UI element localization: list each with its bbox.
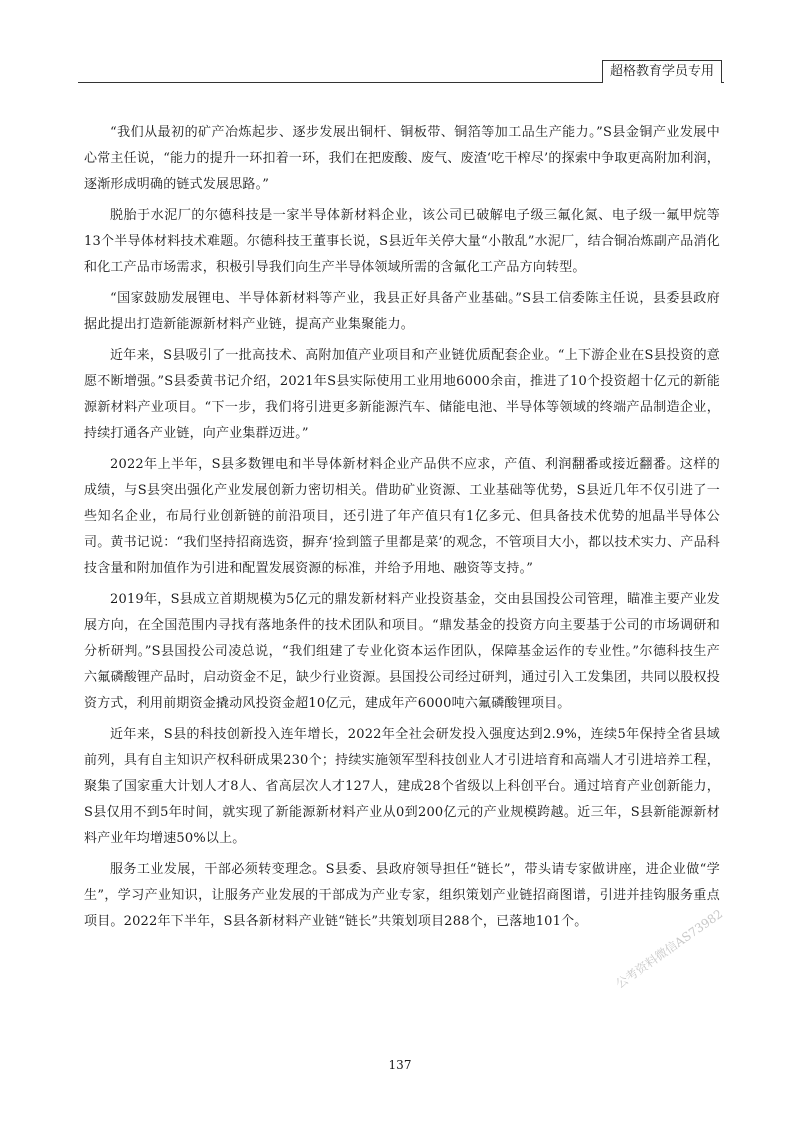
paragraph-7: 近年来，S县的科技创新投入连年增长，2022年全社会研发投入强度达到2.9%，连续5年保持全省县域前列，具有自主知识产权科研成果230个；持续实施领军型科技创业人才引进培育和高端人才引进培养工程，聚集了国家重大计划人才8人、省高层次人才127人，建成28个省级以上科创平台。通过培育产业创新能力，S县仅用不到5年时间，就实现了新能源新材料产业从0到200亿元的产业规模跨越。近三年，S县新能源新材料产业年均增速50%以上。 [84, 727, 720, 846]
paragraph-3: “国家鼓励发展锂电、半导体新材料等产业，我县正好具备产业基础。”S县工信委陈主任说，县委县政府据此提出打造新能源新材料产业链，提高产业集聚能力。 [84, 291, 720, 332]
watermark-text: 公考资料微信AS73982 [613, 906, 726, 992]
paragraph-1: “我们从最初的矿产冶炼起步、逐步发展出铜杆、铜板带、铜箔等加工品生产能力。”S县金铜产业发展中心常主任说，“能力的提升一环扣着一环，我们在把废酸、废气、废渣‘吃干榨尽’的探索中争取更高附加利润，逐渐形成明确的链式发展思路。” [84, 125, 720, 192]
page-number: 137 [388, 1058, 412, 1072]
paragraph-4: 近年来，S县吸引了一批高技术、高附加值产业项目和产业链优质配套企业。“上下游企业在S县投资的意愿不断增强。”S县委黄书记介绍，2021年S县实际使用工业用地6000余亩，推进了10个投资超十亿元的新能源新材料产业项目。“下一步，我们将引进更多新能源汽车、储能电池、半导体等领域的终端产品制造企业，持续打通各产业链，向产业集群迈进。” [84, 348, 720, 441]
article-body [84, 120, 720, 940]
paragraph-2: 脱胎于水泥厂的尔德科技是一家半导体新材料企业，该公司已破解电子级三氟化氮、电子级一氟甲烷等13个半导体材料技术难题。尔德科技王董事长说，S县近年关停大量“小散乱”水泥厂，结合铜冶炼副产品消化和化工产品市场需求，积极引导我们向生产半导体领域所需的含氟化工产品方向转型。 [84, 208, 720, 275]
usage-badge: 超格教育学员专用 [602, 60, 722, 83]
paragraph-6: 2019年，S县成立首期规模为5亿元的鼎发新材料产业投资基金，交由县国投公司管理，瞄准主要产业发展方向，在全国范围内寻找有落地条件的技术团队和项目。“鼎发基金的投资方向主要基于公司的市场调研和分析研判。”S县国投公司凌总说，“我们组建了专业化资本运作团队，保障基金运作的专业性。”尔德科技生产六氟磷酸锂产品时，启动资金不足，缺少行业资源。县国投公司经过研判，通过引入工发集团，共同以股权投资方式，利用前期资金撬动风投资金超10亿元，建成年产6000吨六氟磷酸锂项目。 [84, 592, 720, 711]
paragraph-8: 服务工业发展，干部必须转变理念。S县委、县政府领导担任“链长”，带头请专家做讲座，进企业做“学生”，学习产业知识，让服务产业发展的干部成为产业专家，组织策划产业链招商图谱，引进并挂钩服务重点项目。2022年下半年，S县各新材料产业链“链长”共策划项目288个，已落地101个。 [84, 862, 720, 929]
paragraph-5: 2022年上半年，S县多数锂电和半导体新材料企业产品供不应求，产值、利润翻番或接近翻番。这样的成绩，与S县突出强化产业发展创新力密切相关。借助矿业资源、工业基础等优势，S县近几年不仅引进了一些知名企业，布局行业创新链的前沿项目，还引进了年产值只有1亿多元、但具备技术优势的旭晶半导体公司。黄书记说：“我们坚持招商选资，摒弃‘捡到篮子里都是菜’的观念，不管项目大小，都以技术实力、产品科技含量和附加值作为引进和配置发展资源的标准，并给予用地、融资等支持。” [84, 457, 720, 576]
